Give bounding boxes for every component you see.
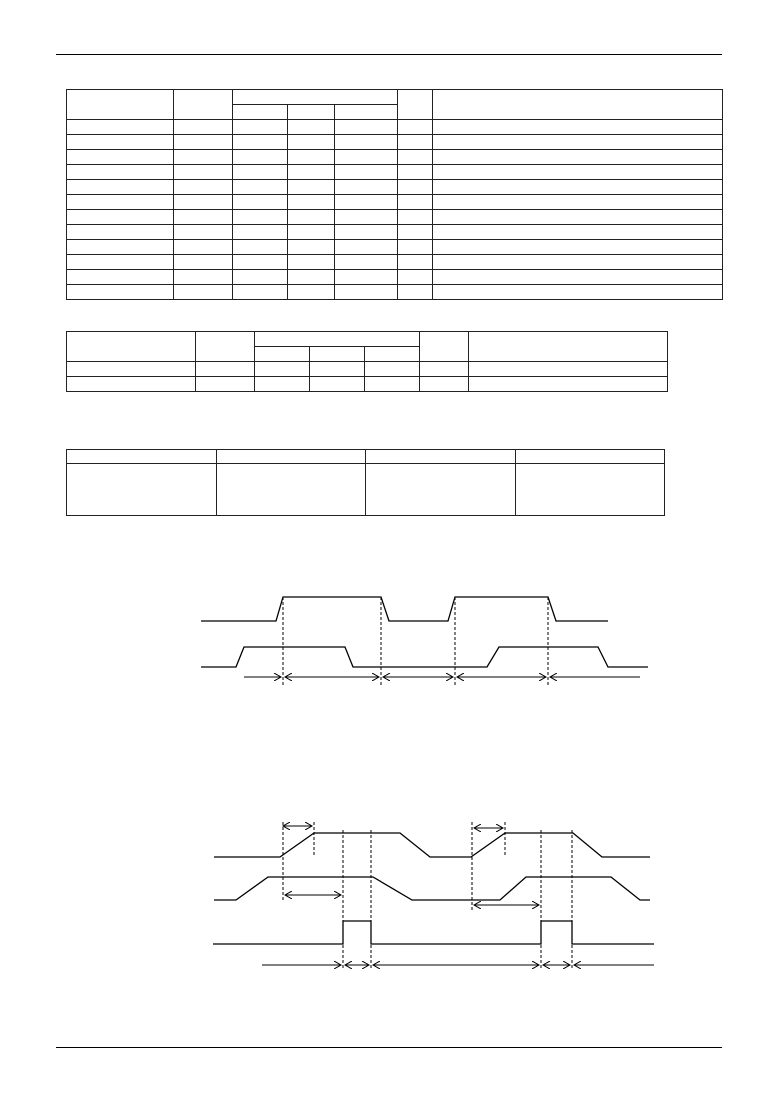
signal-b-waveform	[214, 877, 650, 900]
footer-rule	[56, 1047, 722, 1048]
signal-c-waveform	[213, 921, 654, 944]
signal-a-waveform	[214, 833, 650, 857]
